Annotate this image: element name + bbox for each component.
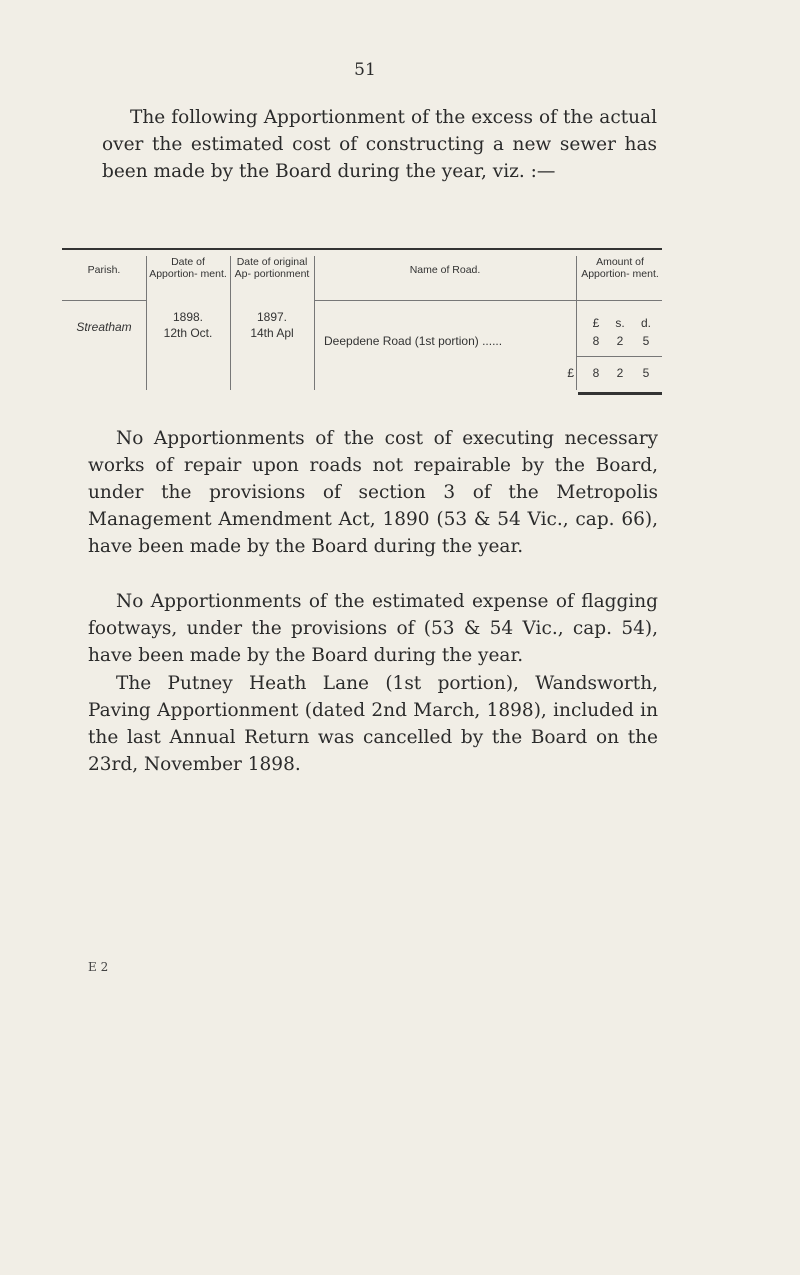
paragraph-repairs: No Apportionments of the cost of executing necessary works of repair upon roads not repairable by the Board, under the provisions of section 3 of the Metropolis Management Amendment Act, 1890 (53 & 54 Vic., cap. 66), have been made by the Board during the year. (88, 428, 658, 557)
header-amount: Amount of Apportion- ment. (581, 256, 659, 280)
total-pounds: 8 (592, 366, 600, 380)
page-number: 51 (354, 60, 376, 80)
total-shillings: 2 (616, 366, 624, 380)
cell-parish: Streatham (76, 320, 132, 334)
header-underline (314, 300, 662, 301)
unit-shillings: s. (615, 316, 625, 330)
paragraph-putney: The Putney Heath Lane (1st portion), Wandsworth, Paving Apportionment (dated 2nd March, 1898), included in the last Annual Return was cancelled by the Board on the 23rd, November 1898. (88, 673, 658, 775)
total-currency: £ (567, 366, 574, 380)
signature-mark: E 2 (88, 960, 109, 974)
cell-date-original-year: 1897. (256, 310, 288, 324)
header-road: Name of Road. (409, 264, 481, 276)
unit-pence: d. (640, 316, 651, 330)
apportionment-table (62, 248, 662, 398)
column-divider (230, 256, 231, 390)
unit-pounds: £ (592, 316, 600, 330)
total-rule (576, 356, 662, 357)
header-date-original: Date of original Ap- portionment (234, 256, 310, 280)
intro-paragraph: The following Apportionment of the excess of the actual over the estimated cost of constructing a new sewer has been made by the Board during the year, viz. :— (102, 107, 657, 182)
column-divider (314, 256, 315, 390)
amount-pounds: 8 (592, 334, 600, 348)
header-parish: Parish. (87, 264, 121, 276)
table-top-rule (62, 248, 662, 250)
paragraph-flagging: No Apportionments of the estimated expense of flagging footways, under the provisions of (53 & 54 Vic., cap. 54), have been made by the Board during the year. (88, 591, 658, 666)
header-underline (62, 300, 146, 301)
total-pence: 5 (642, 366, 650, 380)
column-divider (146, 256, 147, 390)
cell-date-apportionment-day: 12th Oct. (163, 326, 213, 340)
column-divider (576, 256, 577, 390)
header-date-apportionment: Date of Apportion- ment. (149, 256, 227, 280)
cell-date-original-day: 14th Apl (250, 326, 294, 340)
amount-pence: 5 (642, 334, 650, 348)
amount-shillings: 2 (616, 334, 624, 348)
total-double-rule (578, 392, 662, 395)
cell-date-apportionment-year: 1898. (172, 310, 204, 324)
cell-road: Deepdene Road (1st portion) ...... (324, 334, 503, 348)
